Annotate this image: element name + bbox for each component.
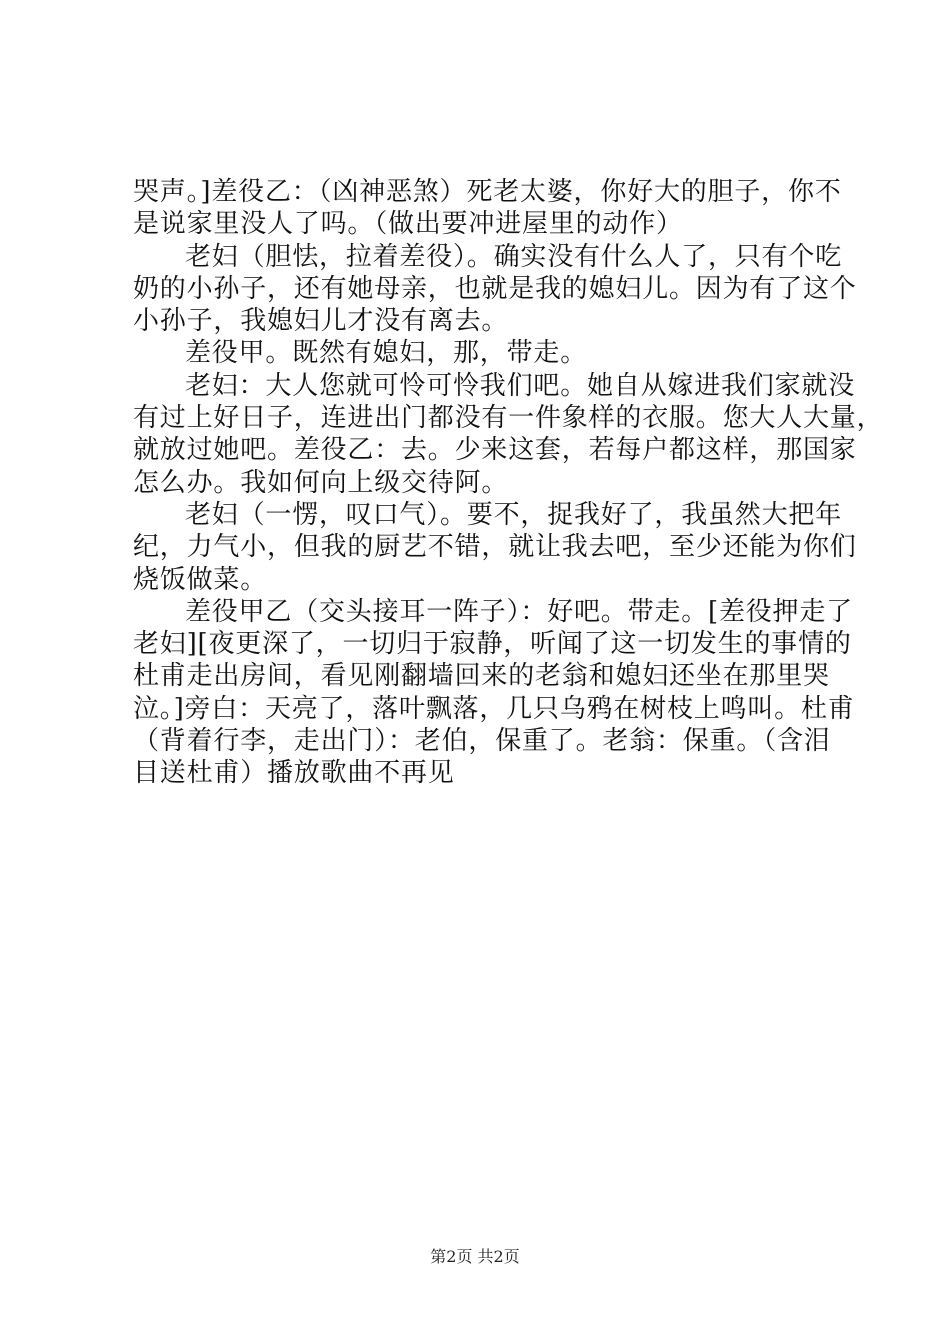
text-line: 小孙子，我媳妇儿才没有离去。 bbox=[133, 306, 509, 337]
text-line: 老妇][夜更深了，一切归于寂静，听闻了这一切发生的事情的 bbox=[133, 629, 852, 660]
paragraph-start-line: 老妇：大人您就可怜可怜我们吧。她自从嫁进我们家就没 bbox=[185, 370, 856, 401]
text-line: 有过上好日子，连进出门都没有一件象样的衣服。您大人大量， bbox=[133, 403, 884, 434]
text-line: 烧饭做菜。 bbox=[133, 564, 268, 595]
page-number-footer: 第2页 共2页 bbox=[430, 1247, 520, 1266]
text-line: 纪，力气小，但我的厨艺不错，就让我去吧，至少还能为你们 bbox=[133, 532, 857, 563]
document-body bbox=[133, 176, 884, 790]
text-line: 就放过她吧。差役乙：去。少来这套，若每户都这样，那国家 bbox=[133, 435, 857, 466]
paragraph-start-line: 差役甲。既然有媳妇，那，带走。 bbox=[185, 338, 588, 369]
text-line: 是说家里没人了吗。（做出要冲进屋里的动作） bbox=[133, 209, 683, 240]
text-line: 怎么办。我如何向上级交待阿。 bbox=[133, 467, 509, 498]
text-line: 泣。]旁白：天亮了，落叶飘落，几只乌鸦在树枝上鸣叫。杜甫 bbox=[133, 693, 855, 724]
text-line: （背着行李，走出门）：老伯，保重了。老翁：保重。（含泪 bbox=[133, 726, 831, 757]
paragraph-start-line: 差役甲乙（交头接耳一阵子）：好吧。带走。[差役押走了 bbox=[185, 596, 853, 627]
text-line: 奶的小孙子，还有她母亲，也就是我的媳妇儿。因为有了这个 bbox=[133, 273, 857, 304]
text-line: 目送杜甫）播放歌曲不再见 bbox=[133, 758, 455, 789]
text-line: 哭声。]差役乙：（凶神恶煞）死老太婆，你好大的胆子，你不 bbox=[133, 177, 842, 207]
paragraph-start-line: 老妇（胆怯，拉着差役）。确实没有什么人了，只有个吃 bbox=[185, 241, 843, 272]
paragraph-start-line: 老妇（一愣，叹口气）。要不，捉我好了，我虽然大把年 bbox=[185, 499, 843, 530]
text-line: 杜甫走出房间，看见刚翻墙回来的老翁和媳妇还坐在那里哭 bbox=[133, 661, 830, 692]
